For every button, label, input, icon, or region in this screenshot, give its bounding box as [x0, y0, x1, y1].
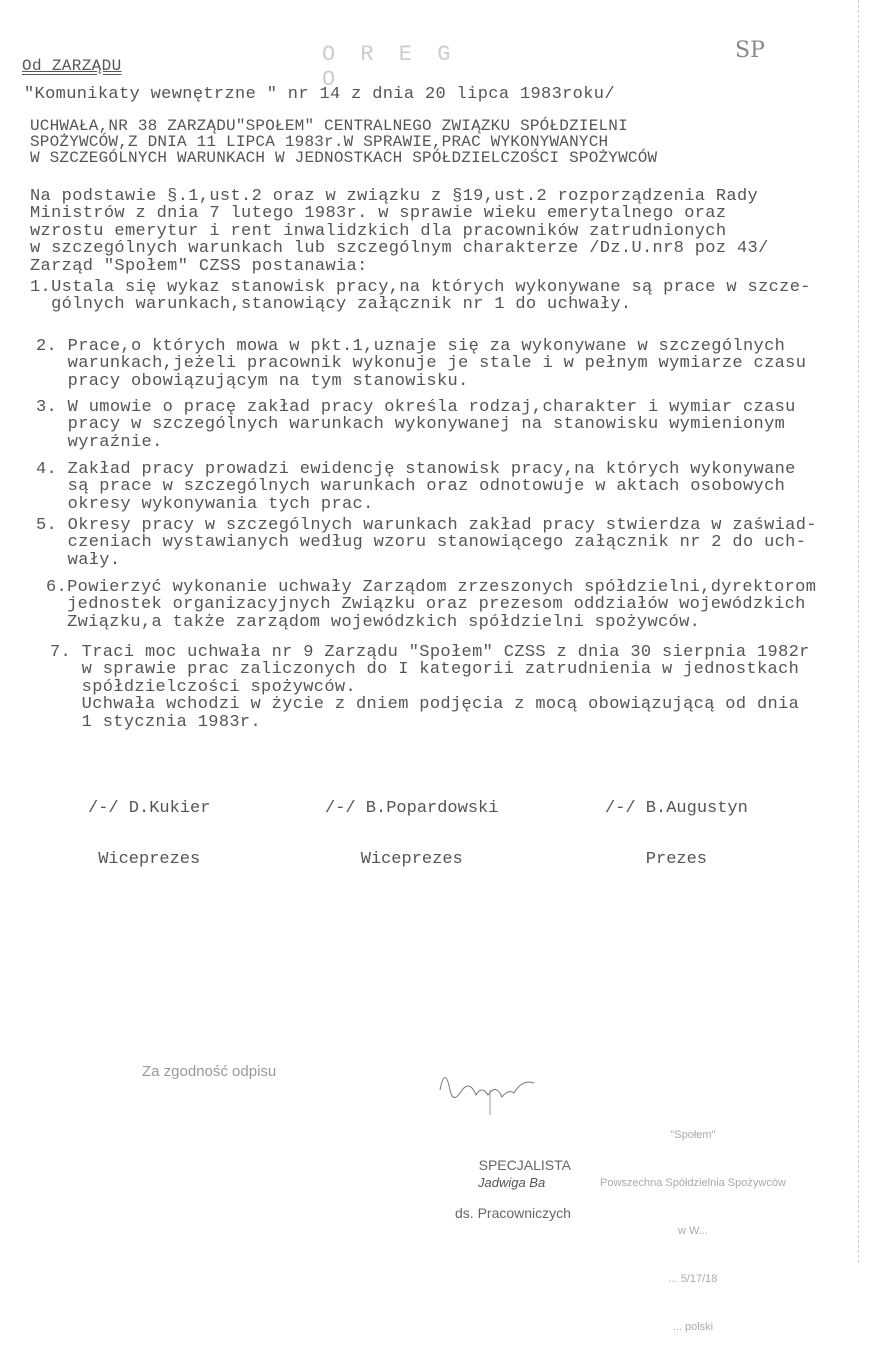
stamp-line: Powszechna Spółdzielnia Spożywców: [600, 1177, 786, 1189]
signatory-role: Prezes: [645, 850, 708, 869]
text-line: są prace w szczególnych warunkach oraz odnotowuje w aktach osobowych: [36, 477, 786, 497]
text-line: pracy w szczególnych warunkach wykonywanej na stanowisku wymienionym: [36, 415, 786, 435]
signatory-role: Wiceprezes: [360, 850, 463, 869]
clause-1: [30, 279, 811, 314]
text-line: 6.Powierzyć wykonanie uchwały Zarządom zrzeszonych spółdzielni,dyrektorom: [46, 578, 817, 597]
clause-3: [36, 399, 796, 451]
text-line: w szczególnych warunkach lub szczególnym charakterze /Dz.U.nr8 poz 43/: [30, 239, 769, 259]
signatory-name: /-/ B.Popardowski: [325, 799, 499, 818]
scan-edge-line: [858, 0, 860, 1263]
page-mark: SP: [735, 38, 765, 63]
stamp-line: w W...: [677, 1225, 708, 1237]
stamp-line: ds. Pracowniczych: [455, 1205, 571, 1221]
handwritten-signature: [435, 1060, 555, 1120]
text-line: czeniach wystawianych według wzoru stanowiącego załącznik nr 2 do uch-: [36, 533, 807, 553]
text-line: 1 stycznia 1983r.: [50, 712, 262, 732]
clause-2: [36, 338, 806, 390]
copy-certification-stamp: Za zgodność odpisu: [142, 1063, 277, 1080]
text-line: Ministrów z dnia 7 lutego 1983r. w sprawie wieku emerytalnego oraz: [30, 204, 727, 224]
stamp-line: ... polski: [672, 1321, 714, 1333]
text-line: 7. Traci moc uchwała nr 9 Zarządu "Społem" CZSS z dnia 30 sierpnia 1982r: [50, 643, 810, 662]
cooperative-stamp: [600, 1095, 786, 1351]
text-line: Na podstawie §.1,ust.2 oraz w związku z §19,ust.2 rozporządzenia Rady: [30, 187, 759, 206]
text-line: 3. W umowie o pracę zakład pracy określa rodzaj,charakter i wymiar czasu: [36, 398, 796, 417]
faint-stamp: O R E G O: [322, 42, 457, 92]
specialist-signature: Jadwiga Ba: [478, 1175, 546, 1190]
stamp-line: ... 5/17/18: [668, 1273, 718, 1285]
text-line: 1.Ustala się wykaz stanowisk pracy,na których wykonywane są prace w szcze-: [30, 278, 811, 297]
text-line: jednostek organizacyjnych Związku oraz prezesom oddziałów wojewódzkich: [46, 595, 806, 615]
signature-block: [88, 766, 210, 885]
preamble: [30, 188, 769, 275]
text-line: 4. Zakład pracy prowadzi ewidencję stanowisk pracy,na których wykonywane: [36, 460, 796, 479]
text-line: warunkach,jeżeli pracownik wykonuje je stale i w pełnym wymiarze czasu: [36, 354, 807, 374]
text-line: UCHWAŁA,NR 38 ZARZĄDU"SPOŁEM" CENTRALNEGO ZWIĄZKU SPÓŁDZIELNI: [30, 117, 628, 135]
text-line: W SZCZEGÓLNYCH WARUNKACH W JEDNOSTKACH SPÓŁDZIELCZOŚCI SPOŻYWCÓW: [30, 149, 658, 167]
signatory-role: Wiceprezes: [98, 850, 201, 869]
signature-block: [605, 766, 748, 885]
text-line: Związku,a także zarządom wojewódzkich spółdzielni spożywców.: [46, 612, 701, 632]
text-line: 5. Okresy pracy w szczególnych warunkach zakład pracy stwierdza w zaświad-: [36, 516, 817, 535]
text-line: wyraźnie.: [36, 432, 163, 452]
stamp-line: SPECJALISTA: [478, 1157, 571, 1173]
clause-7: [50, 644, 810, 731]
text-line: w sprawie prac zaliczonych do I kategorii zatrudnienia w jednostkach: [50, 660, 800, 680]
resolution-title: [30, 118, 657, 166]
clause-4: [36, 461, 796, 513]
stamp-line: "Społem": [670, 1129, 716, 1141]
signatory-name: /-/ B.Augustyn: [605, 799, 748, 818]
text-line: okresy wykonywania tych prac.: [36, 494, 374, 514]
signatory-name: /-/ D.Kukier: [88, 799, 211, 818]
text-line: gólnych warunkach,stanowiący załącznik nr 1 do uchwały.: [30, 295, 632, 315]
text-line: pracy obowiązującym na tym stanowisku.: [36, 371, 469, 391]
text-line: Zarząd "Społem" CZSS postanawia:: [30, 256, 368, 276]
text-line: spółdzielczości spożywców.: [50, 677, 356, 697]
text-line: Uchwała wchodzi w życie z dniem podjęcia z mocą obowiązującą od dnia: [50, 695, 800, 715]
text-line: wały.: [36, 550, 121, 570]
text-line: SPOŻYWCÓW,Z DNIA 11 LIPCA 1983r.W SPRAWIE,PRAC WYKONYWANYCH: [30, 133, 609, 151]
clause-6: [46, 579, 816, 631]
text-line: wzrostu emerytur i rent inwalidzkich dla pracowników zatrudnionych: [30, 221, 727, 241]
text-line: 2. Prace,o których mowa w pkt.1,uznaje się za wykonywane w szczególnych: [36, 337, 786, 356]
clause-5: [36, 517, 817, 569]
issuer-heading: Od ZARZĄDU: [22, 57, 122, 75]
bulletin-reference: "Komunikaty wewnętrzne " nr 14 z dnia 20 lipca 1983roku/: [24, 85, 615, 104]
signature-block: [325, 766, 498, 885]
